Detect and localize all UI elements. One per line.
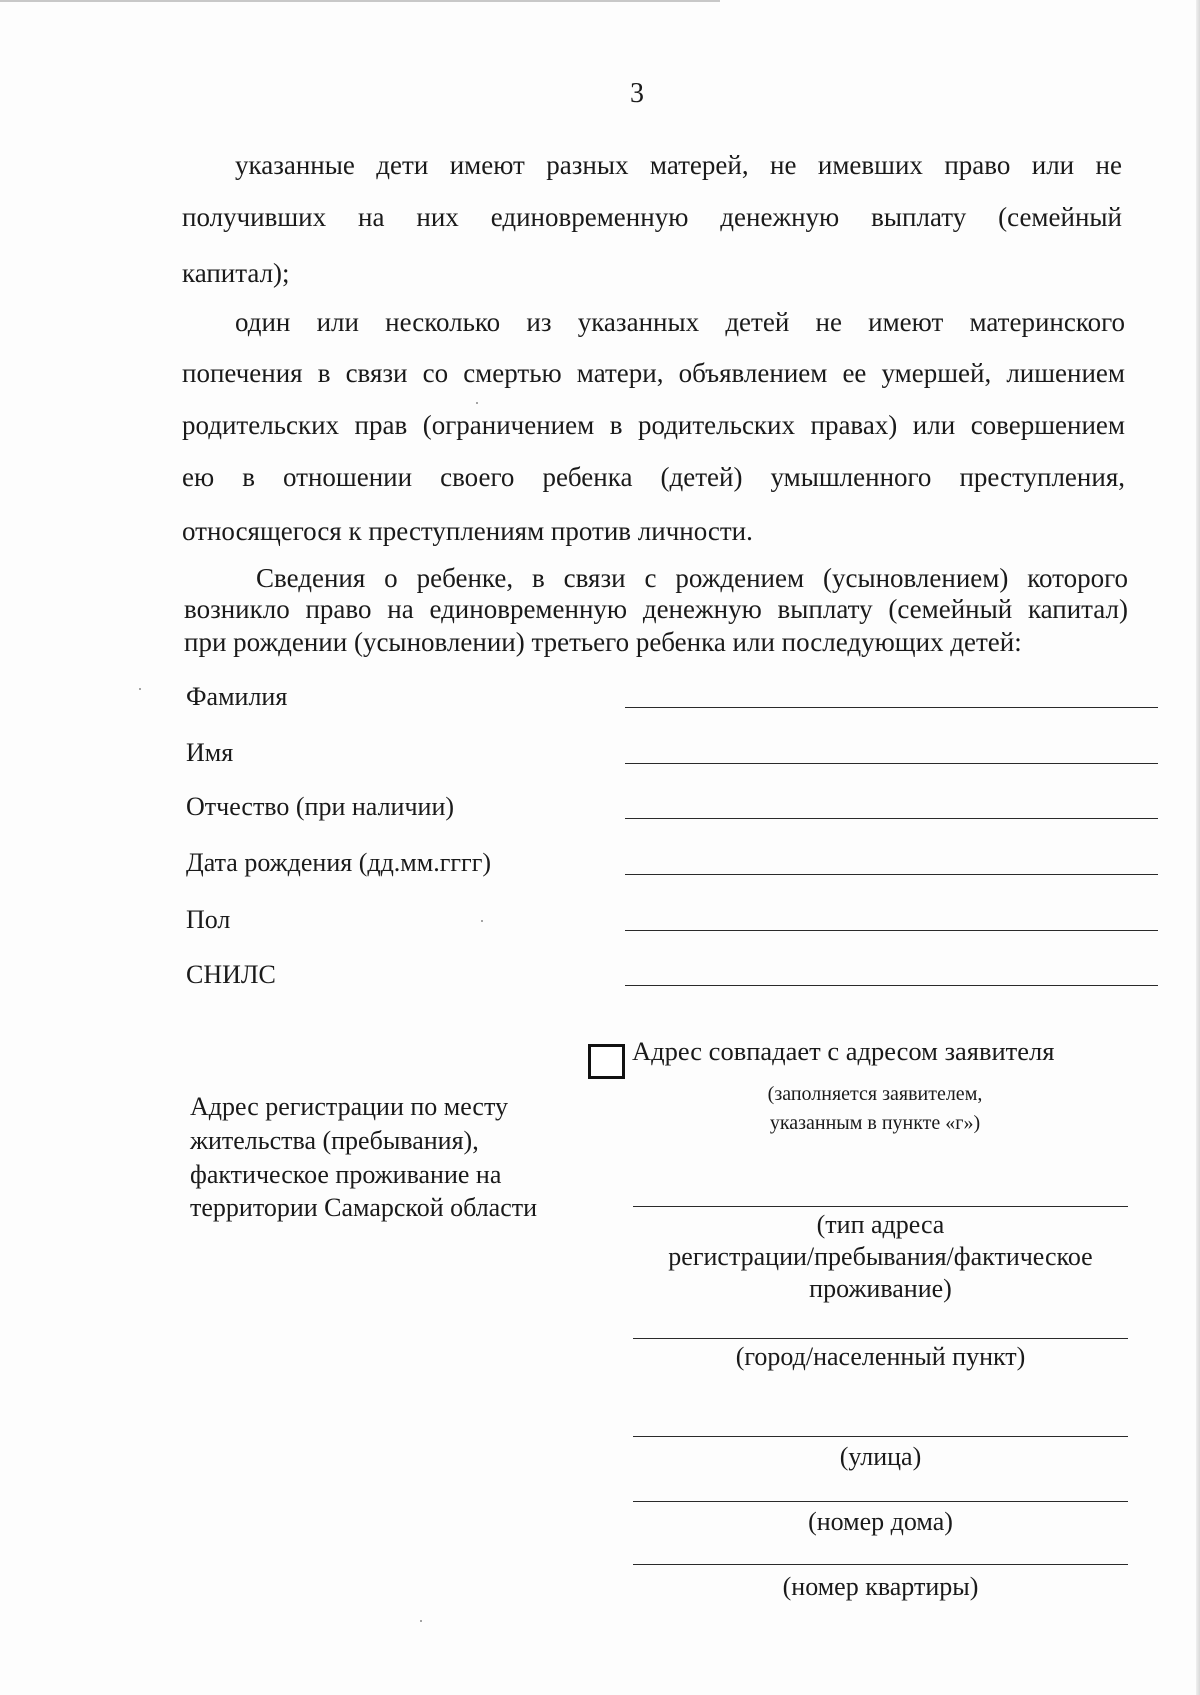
scan-speck [481, 920, 483, 922]
scan-edge-top [0, 0, 720, 2]
apartment-number-field[interactable] [633, 1564, 1128, 1565]
address-type-caption-line-2: регистрации/пребывания/фактическое [668, 1242, 1093, 1271]
scan-speck [139, 688, 141, 690]
paragraph-2-line-3: родительских прав (ограничением в родительских правах) или совершением [182, 410, 1125, 440]
address-type-caption-line-3: проживание) [809, 1274, 952, 1303]
patronymic-field[interactable] [625, 818, 1158, 819]
scan-speck [476, 402, 478, 404]
address-label-line-2: жительства (пребывания), [190, 1126, 479, 1155]
paragraph-1-line-1: указанные дети имеют разных матерей, не имевших право или не [235, 150, 1122, 180]
sex-field[interactable] [625, 930, 1158, 931]
paragraph-2-line-2: попечения в связи со смертью матери, объявлением ее умершей, лишением [182, 358, 1125, 388]
paragraph-3-line-3: при рождении (усыновлении) третьего ребенка или последующих детей: [184, 627, 1022, 657]
field-label-surname: Фамилия [186, 682, 288, 711]
street-field[interactable] [633, 1436, 1128, 1437]
name-field[interactable] [625, 763, 1158, 764]
field-label-birth-date: Дата рождения (дд.мм.гггг) [186, 848, 492, 877]
field-label-sex: Пол [186, 905, 231, 934]
checkbox-note-line-1: (заполняется заявителем, [767, 1083, 983, 1105]
address-label-line-4: территории Самарской области [190, 1193, 538, 1222]
scan-edge-right [1196, 0, 1200, 1695]
birth-date-field[interactable] [625, 874, 1158, 875]
field-label-name: Имя [186, 738, 234, 767]
address-label-line-3: фактическое проживание на [190, 1160, 502, 1189]
address-type-caption-line-1: (тип адреса [816, 1210, 945, 1239]
address-same-label: Адрес совпадает с адресом заявителя [632, 1036, 1055, 1066]
paragraph-3-line-1: Сведения о ребенке, в связи с рождением (усыновлением) которого [256, 563, 1128, 593]
paragraph-2-line-4: ею в отношении своего ребенка (детей) умышленного преступления, [182, 462, 1125, 492]
city-caption: (город/населенный пункт) [735, 1342, 1026, 1371]
address-label-line-1: Адрес регистрации по месту [190, 1092, 508, 1121]
page-number: 3 [630, 78, 644, 109]
snils-field[interactable] [625, 985, 1158, 986]
paragraph-3-line-2: возникло право на единовременную денежную выплату (семейный капитал) [184, 594, 1128, 624]
paragraph-1-line-3: капитал); [182, 258, 290, 288]
paragraph-1-line-2: получивших на них единовременную денежную выплату (семейный [182, 202, 1122, 232]
scan-speck [420, 1620, 422, 1622]
apartment-caption: (номер квартиры) [782, 1572, 979, 1601]
house-number-field[interactable] [633, 1501, 1128, 1502]
field-label-snils: СНИЛС [186, 960, 276, 989]
house-caption: (номер дома) [808, 1507, 953, 1536]
street-caption: (улица) [839, 1442, 922, 1471]
city-field[interactable] [633, 1338, 1128, 1339]
address-type-field[interactable] [633, 1206, 1128, 1207]
surname-field[interactable] [625, 707, 1158, 708]
paragraph-2-line-5: относящегося к преступлениям против личности. [182, 516, 753, 546]
field-label-patronymic: Отчество (при наличии) [186, 792, 455, 821]
checkbox-note-line-2: указанным в пункте «г») [769, 1112, 981, 1134]
paragraph-2-line-1: один или несколько из указанных детей не имеют материнского [235, 307, 1125, 337]
address-same-checkbox[interactable] [588, 1044, 625, 1079]
